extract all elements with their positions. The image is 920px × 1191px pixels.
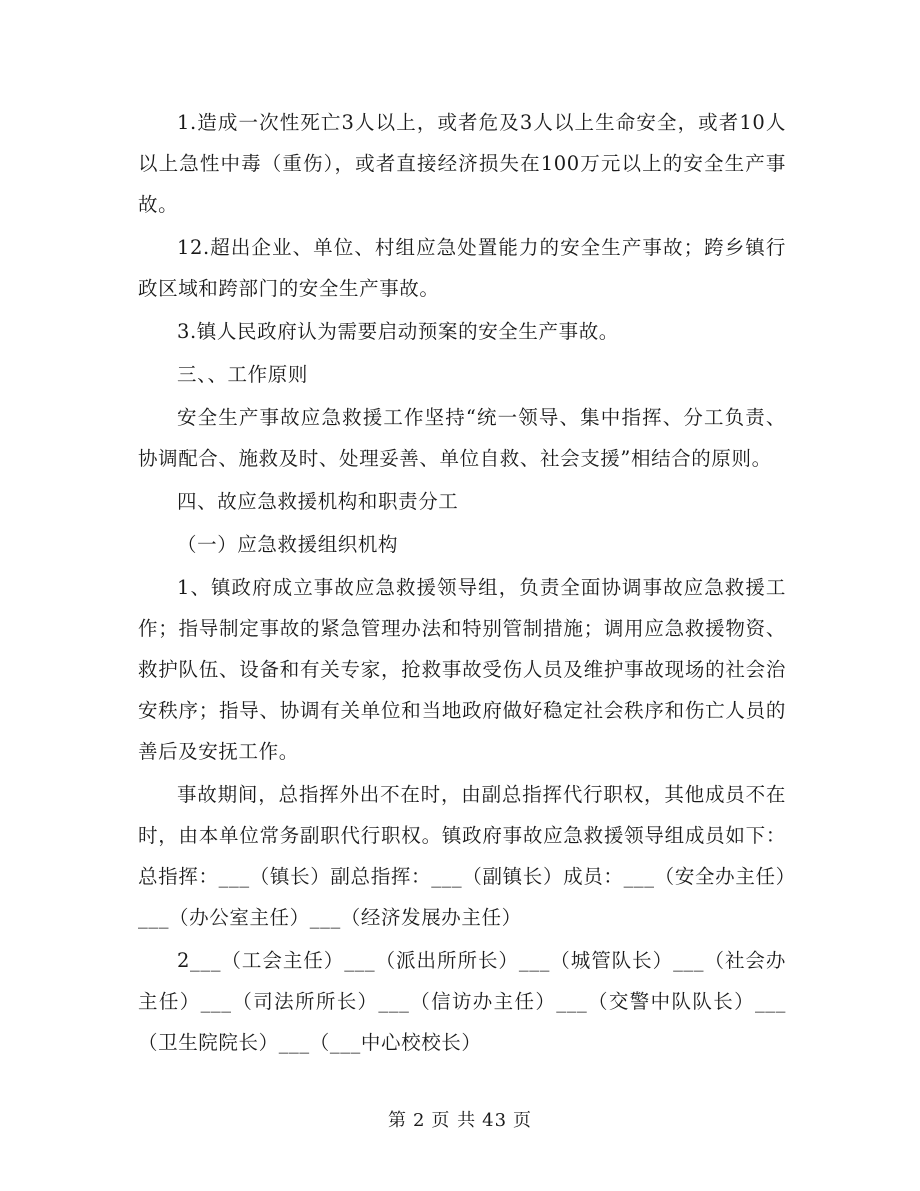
paragraph-2: 12.超出企业、单位、村组应急处置能力的安全生产事故；跨乡镇行政区域和跨部门的安全生产事故。 — [138, 236, 786, 300]
section-heading-organization: 四、故应急救援机构和职责分工 — [177, 490, 459, 513]
paragraph-leadership-group: 1、镇政府成立事故应急救援领导组，负责全面协调事故应急救援工作；指导制定事故的紧急管理办法和特别管制措施；调用应急救援物资、救护队伍、设备和有关专家，抢救事故受伤人员及维护事故现场的社会治安秩序；指导、协调有关单位和当地政府做好稳定社会秩序和伤亡人员的善后及安抚工作。 — [138, 576, 786, 763]
footer-total-pages: 43 — [482, 1110, 508, 1131]
paragraph-3: 3.镇人民政府认为需要启动预案的安全生产事故。 — [177, 320, 619, 343]
paragraph-principles: 安全生产事故应急救援工作坚持“统一领导、集中指挥、分工负责、协调配合、施救及时、处理妥善、单位自救、社会支援”相结合的原则。 — [138, 406, 786, 470]
paragraph-1: 1.造成一次性死亡3人以上，或者危及3人以上生命安全，或者10人以上急性中毒（重伤），或者直接经济损失在100万元以上的安全生产事故。 — [138, 111, 786, 216]
paragraph-members-continued: 2___（工会主任）___（派出所所长）___（城管队长）___（社会办主任）___（司法所所长）___（信访办主任）___（交警中队队长）___（卫生院院长）___（___中心校校长） — [138, 949, 786, 1054]
page-footer — [0, 1106, 920, 1132]
document-body — [138, 102, 786, 1065]
paragraph-members: 事故期间，总指挥外出不在时，由副总指挥代行职权，其他成员不在时，由本单位常务副职代行职权。镇政府事故应急救援领导组成员如下：总指挥：___（镇长）副总指挥：___（副镇长）成员：___（安全办主任）___（办公室主任）___（经济发展办主任） — [138, 783, 786, 929]
footer-middle: 页 共 — [431, 1110, 477, 1131]
footer-suffix: 页 — [513, 1110, 533, 1131]
section-heading-principles: 三、、工作原则 — [177, 363, 308, 386]
footer-prefix: 第 — [387, 1110, 407, 1131]
footer-current-page: 2 — [412, 1110, 426, 1131]
subsection-heading-organization: （一）应急救援组织机构 — [177, 533, 399, 556]
